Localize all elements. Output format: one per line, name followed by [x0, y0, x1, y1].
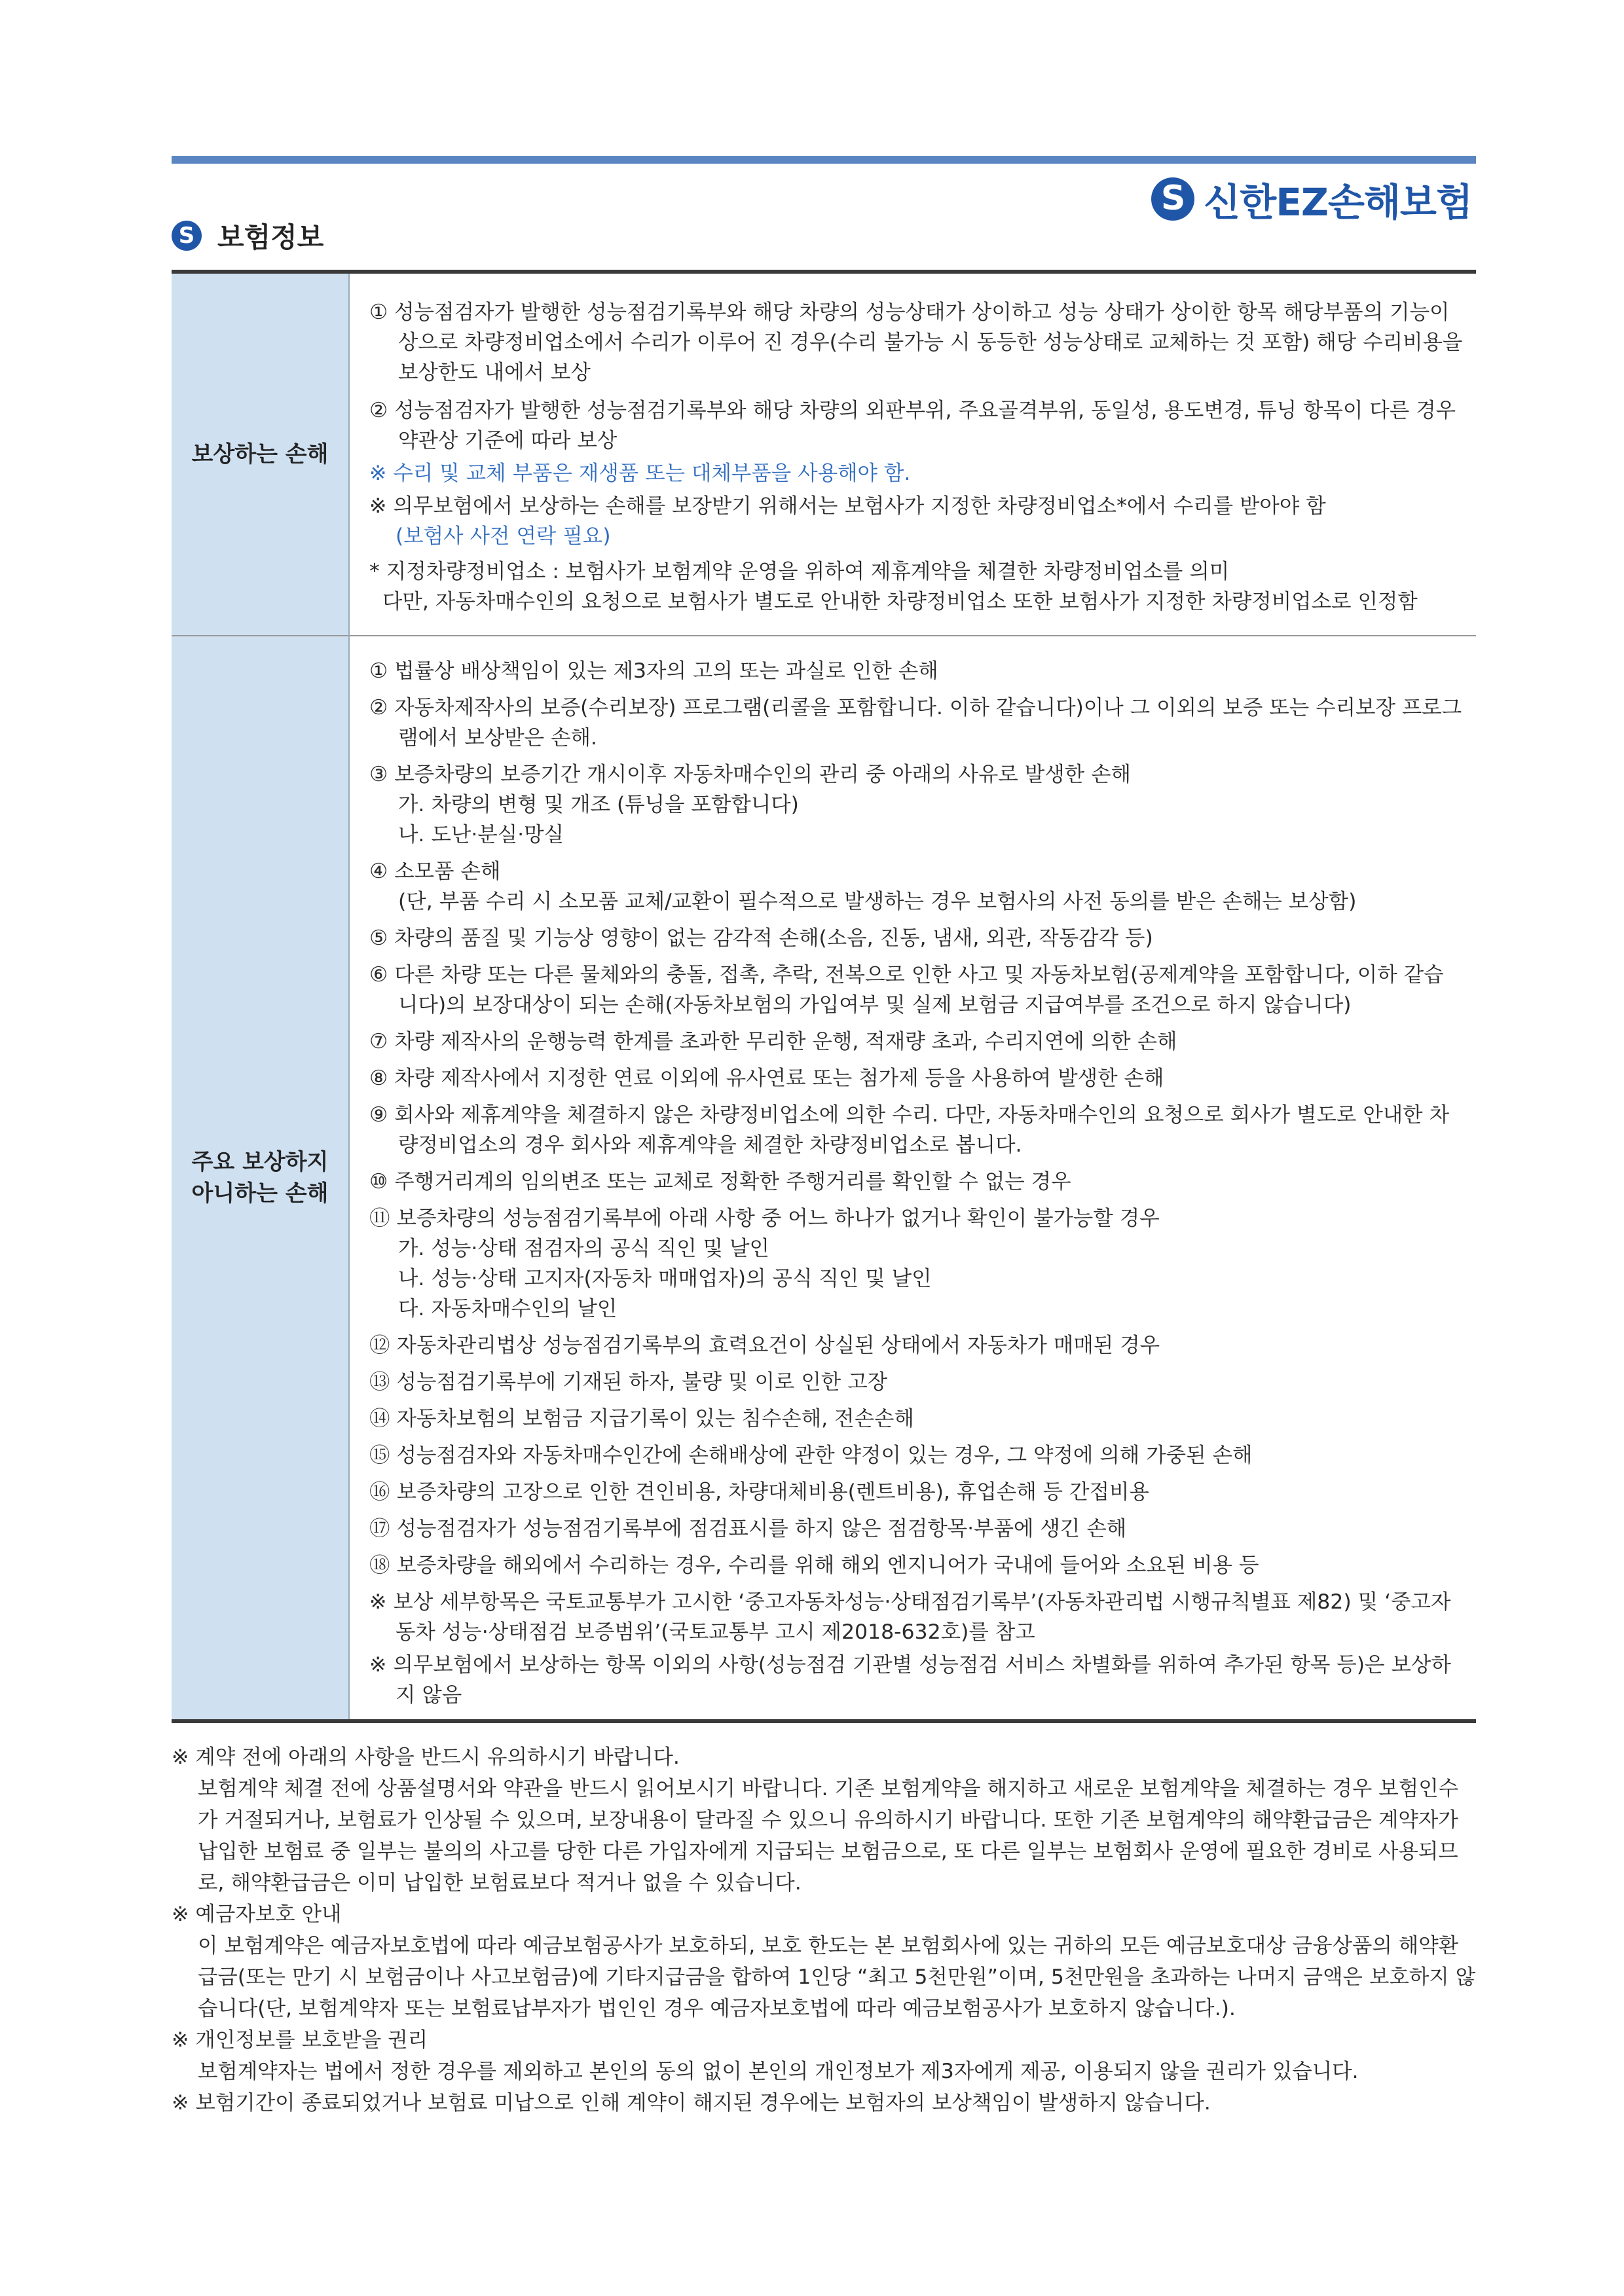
- excluded-item-text: ⑫ 자동차관리법상 성능점검기록부의 효력요건이 상실된 상태에서 자동차가 매매된 경우: [369, 1334, 1160, 1357]
- excluded-item-text: ⑬ 성능점검기록부에 기재된 하자, 불량 및 이로 인한 고장: [369, 1370, 888, 1394]
- excluded-sub-item: 다. 자동차매수인의 날인: [398, 1297, 618, 1321]
- excluded-item: [369, 693, 1463, 753]
- section-title: 보험정보: [217, 221, 324, 253]
- brand-header: [1151, 172, 1472, 227]
- excluded-item: [369, 1514, 1463, 1544]
- excluded-item-text: ① 법률상 배상책임이 있는 제3자의 고의 또는 과실로 인한 손해: [369, 659, 938, 683]
- excluded-item-text: ⑥ 다른 차량 또는 다른 물체와의 충돌, 접촉, 추락, 전복으로 인한 사고 및 자동차보험(공제계약을 포함합니다, 이하 같습니다)의 보장대상이 되는 손해(자동차보험의 가입여부 및 실제 보험금 지급여부를 조건으로 하지 않습니다): [369, 963, 1444, 1017]
- excluded-item-text: ⑤ 차량의 품질 및 기능상 영향이 없는 감각적 손해(소음, 진동, 냄새, 외관, 작동감각 등): [369, 926, 1153, 950]
- excluded-content: [349, 636, 1476, 1721]
- excluded-note-2: ※ 의무보험에서 보상하는 항목 이외의 사항(성능점검 기관별 성능점검 서비스 차별화를 위하여 추가된 항목 등)은 보상하지 않음: [369, 1653, 1451, 1707]
- excluded-item-text: ⑮ 성능점검자와 자동차매수인간에 손해배상에 관한 약정이 있는 경우, 그 약정에 의해 가중된 손해: [369, 1444, 1253, 1467]
- brand-name: 신한EZ손해보험: [1204, 180, 1472, 225]
- excluded-sub-item: 가. 차량의 변형 및 개조 (튜닝을 포함합니다): [398, 793, 799, 816]
- shinhan-logo-icon: [1151, 177, 1194, 221]
- excluded-item-text: ⑭ 자동차보험의 보험금 지급기록이 있는 침수손해, 전손손해: [369, 1407, 914, 1430]
- excluded-item: [369, 1027, 1463, 1057]
- covered-row: [172, 272, 1476, 636]
- excluded-sub-item: 나. 성능·상태 고지자(자동차 매매업자)의 공식 직인 및 날인: [398, 1267, 932, 1290]
- top-rule: [172, 156, 1476, 164]
- excluded-item: [369, 1477, 1463, 1507]
- covered-note-mandatory: ※ 의무보험에서 보상하는 손해를 보장받기 위해서는 보험사가 지정한 차량정비업소*에서 수리를 받아야 함: [369, 494, 1326, 518]
- section-header: [172, 216, 323, 255]
- covered-item: ② 성능점검자가 발행한 성능점검기록부와 해당 차량의 외판부위, 주요골격부위, 동일성, 용도변경, 튜닝 항목이 다른 경우 약관상 기준에 따라 보상: [369, 399, 1456, 452]
- excluded-item: [369, 1330, 1463, 1360]
- excluded-note-1: ※ 보상 세부항목은 국토교통부가 고시한 ‘중고자동차성능·상태점검기록부’(자동차관리법 시행규칙별표 제82) 및 ‘중고자동차 성능·상태점검 보증범위’(국토교통부 고시 제2018-632호)를 참고: [369, 1590, 1451, 1644]
- excluded-item: [369, 1100, 1463, 1160]
- excluded-item-text: ⑪ 보증차량의 성능점검기록부에 아래 사항 중 어느 하나가 없거나 확인이 불가능할 경우: [369, 1207, 1160, 1230]
- excluded-item-text: ② 자동차제작사의 보증(수리보장) 프로그램(리콜을 포함합니다. 이하 같습니다)이나 그 이외의 보증 또는 수리보장 프로그램에서 보상받은 손해.: [369, 696, 1462, 750]
- excluded-item-text: ⑰ 성능점검자가 성능점검기록부에 점검표시를 하지 않은 점검항목·부품에 생긴 손해: [369, 1517, 1127, 1540]
- covered-item: ① 성능점검자가 발행한 성능점검기록부와 해당 차량의 성능상태가 상이하고 성능 상태가 상이한 항목 해당부품의 기능이상으로 차량정비업소에서 수리가 이루어 진 경우(수리 불가능 시 동등한 성능상태로 교체하는 것 포함) 해당 수리비용을 보상한도 내에서 보상: [369, 301, 1463, 384]
- excluded-list: [369, 656, 1463, 1580]
- covered-content: [349, 272, 1476, 636]
- excluded-item-text: ③ 보증차량의 보증기간 개시이후 자동차매수인의 관리 중 아래의 사유로 발생한 손해: [369, 763, 1131, 786]
- excluded-item: [369, 1367, 1463, 1397]
- covered-footnote-cont: 다만, 자동차매수인의 요청으로 보험사가 별도로 안내한 차량정비업소 또한 보험사가 지정한 차량정비업소로 인정함: [382, 590, 1418, 613]
- excluded-item-text: ⑱ 보증차량을 해외에서 수리하는 경우, 수리를 위해 해외 엔지니어가 국내에 들어와 소요된 비용 등: [369, 1554, 1259, 1577]
- notices: [172, 1741, 1476, 2119]
- excluded-item: [369, 656, 1463, 686]
- notice-body: 이 보험계약은 예금자보호법에 따라 예금보험공사가 보호하되, 보호 한도는 본 보험회사에 있는 귀하의 모든 예금보호대상 금융상품의 해약환급금(또는 만기 시 보험금이나 사고보험금)에 기타지급금을 합하여 1인당 “최고 5천만원”이며, 5천만원을 초과하는 나머지 금액은 보호하지 않습니다(단, 보험계약자 또는 보험료납부자가 법인인 경우 예금자보호법에 따라 예금보험공사가 보호하지 않습니다.).: [198, 1934, 1476, 2020]
- excluded-item-text: ⑩ 주행거리계의 임의변조 또는 교체로 정확한 주행거리를 확인할 수 없는 경우: [369, 1170, 1071, 1194]
- coverage-table: [172, 270, 1476, 1723]
- excluded-item: [369, 856, 1463, 917]
- excluded-row: [172, 636, 1476, 1721]
- notice-body: 보험계약자는 법에서 정한 경우를 제외하고 본인의 동의 없이 본인의 개인정보가 제3자에게 제공, 이용되지 않을 권리가 있습니다.: [198, 2060, 1359, 2083]
- excluded-item: [369, 1404, 1463, 1434]
- notice-heading: ※ 계약 전에 아래의 사항을 반드시 유의하시기 바랍니다.: [172, 1745, 680, 1769]
- covered-footnote: * 지정차량정비업소 : 보험사가 보험계약 운영을 위하여 제휴계약을 체결한 차량정비업소를 의미: [369, 560, 1230, 583]
- excluded-item: [369, 960, 1463, 1020]
- excluded-item-text: ⑧ 차량 제작사에서 지정한 연료 이외에 유사연료 또는 첨가제 등을 사용하여 발생한 손해: [369, 1066, 1164, 1090]
- excluded-item: [369, 1063, 1463, 1093]
- excluded-sub-item: 가. 성능·상태 점검자의 공식 직인 및 날인: [398, 1237, 769, 1260]
- excluded-label: 주요 보상하지 아니하는 손해: [172, 636, 349, 1721]
- covered-note-parts: ※ 수리 및 교체 부품은 재생품 또는 대체부품을 사용해야 함.: [369, 462, 911, 485]
- excluded-item-text: ④ 소모품 손해: [369, 860, 501, 883]
- excluded-item-text: ⑨ 회사와 제휴계약을 체결하지 않은 차량정비업소에 의한 수리. 다만, 자동차매수인의 요청으로 회사가 별도로 안내한 차량정비업소의 경우 회사와 제휴계약을 체결한 차량정비업소로 봅니다.: [369, 1103, 1450, 1157]
- excluded-item: [369, 1440, 1463, 1470]
- excluded-item: [369, 923, 1463, 953]
- excluded-sub-item: (단, 부품 수리 시 소모품 교체/교환이 필수적으로 발생하는 경우 보험사의 사전 동의를 받은 손해는 보상함): [398, 890, 1357, 913]
- excluded-item-text: ⑦ 차량 제작사의 운행능력 한계를 초과한 무리한 운행, 적재량 초과, 수리지연에 의한 손해: [369, 1030, 1177, 1053]
- excluded-item: [369, 1203, 1463, 1324]
- excluded-item: [369, 759, 1463, 850]
- excluded-item-text: ⑯ 보증차량의 고장으로 인한 견인비용, 차량대체비용(렌트비용), 휴업손해 등 간접비용: [369, 1480, 1149, 1504]
- excluded-item: [369, 1550, 1463, 1580]
- covered-label: 보상하는 손해: [172, 272, 349, 636]
- notice-heading: ※ 보험기간이 종료되었거나 보험료 미납으로 인해 계약이 해지된 경우에는 보험자의 보상책임이 발생하지 않습니다.: [172, 2091, 1211, 2115]
- notice-heading: ※ 예금자보호 안내: [172, 1903, 342, 1926]
- covered-note-contact: (보험사 사전 연락 필요): [396, 524, 611, 548]
- notice-heading: ※ 개인정보를 보호받을 권리: [172, 2028, 428, 2052]
- section-logo-icon: [172, 221, 202, 251]
- notice-body: 보험계약 체결 전에 상품설명서와 약관을 반드시 읽어보시기 바랍니다. 기존 보험계약을 해지하고 새로운 보험계약을 체결하는 경우 보험인수가 거절되거나, 보험료가 인상될 수 있으며, 보장내용이 달라질 수 있으니 유의하시기 바랍니다. 또한 기존 보험계약의 해약환급금은 계약자가 납입한 보험료 중 일부는 불의의 사고를 당한 다른 가입자에게 지급되는 보험금으로, 또 다른 일부는 보험회사 운영에 필요한 경비로 사용되므로, 해약환급금은 이미 납입한 보험료보다 적거나 없을 수 있습니다.: [198, 1777, 1459, 1895]
- excluded-item: [369, 1167, 1463, 1197]
- excluded-sub-item: 나. 도난·분실·망실: [398, 823, 564, 847]
